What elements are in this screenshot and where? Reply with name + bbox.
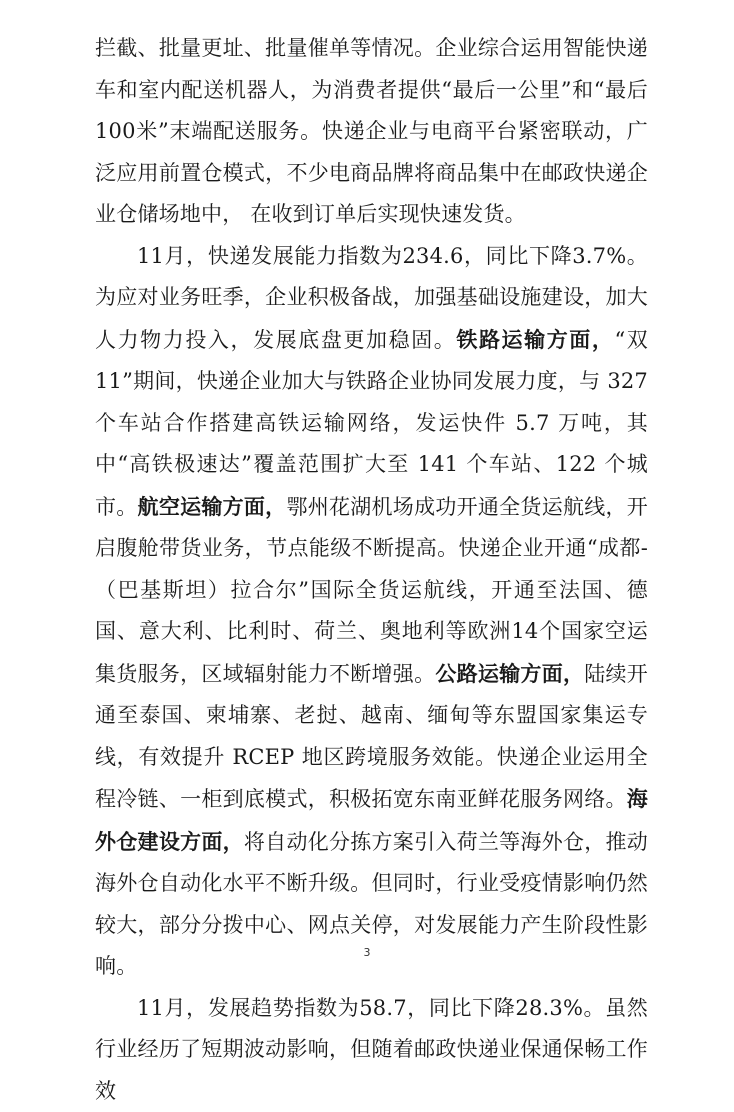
paragraph-2-text-2: “双11”期间，快递企业加大与铁路企业协同发展力度，与 327 个车站合作搭建高铁运输网络，发运快件 5.7 万吨，其中“高铁极速达”覆盖范围扩大至 141 个车站、122 个城市。 [95,328,648,519]
page-number: 3 [0,946,734,959]
paragraph-2-text-1: 11月，快递发展能力指数为234.6，同比下降3.7%。为应对业务旺季，企业积极备战，加强基础设施建设，加大人力物力投入，发展底盘更加稳固。 [95,244,648,352]
paragraph-1 [95,28,648,236]
heading-overseas-warehouse: 海外仓建设方面， [95,786,648,854]
paragraph-1-text: 拦截、批量更址、批量催单等情况。企业综合运用智能快递车和室内配送机器人，为消费者提供“最后一公里”和“最后100米”末端配送服务。快递企业与电商平台紧密联动，广泛应用前置仓模式，不少电商品牌将商品集中在邮政快递企业仓储场地中， 在收到订单后实现快速发货。 [95,36,648,226]
paragraph-2 [95,236,648,988]
paragraph-3 [95,988,648,1112]
heading-railway: 铁路运输方面， [456,327,614,352]
heading-highway: 公路运输方面， [435,661,584,686]
paragraph-2-text-3: 鄂州花湖机场成功开通全货运航线，开启腹舱带货业务，节点能级不断提高。快递企业开通“成都-（巴基斯坦）拉合尔”国际全货运航线，开通至法国、德国、意大利、比利时、荷兰、奥地利等欧洲14个国家空运集货服务，区域辐射能力不断增强。 [95,495,648,686]
paragraph-3-text: 11月，发展趋势指数为58.7，同比下降28.3%。虽然行业经历了短期波动影响，但随着邮政快递业保通保畅工作效 [95,996,648,1103]
paragraph-2-text-4: 陆续开通至泰国、柬埔寨、老挝、越南、缅甸等东盟国家集运专线，有效提升 RCEP 地区跨境服务效能。快递企业运用全程冷链、一柜到底模式，积极拓宽东南亚鲜花服务网络。 [95,662,648,812]
heading-aviation: 航空运输方面， [138,494,287,519]
paragraph-2-text-5: 将自动化分拣方案引入荷兰等海外仓，推动海外仓自动化水平不断升级。但同时，行业受疫情影响仍然较大，部分分拨中心、网点关停，对发展能力产生阶段性影响。 [95,830,648,979]
